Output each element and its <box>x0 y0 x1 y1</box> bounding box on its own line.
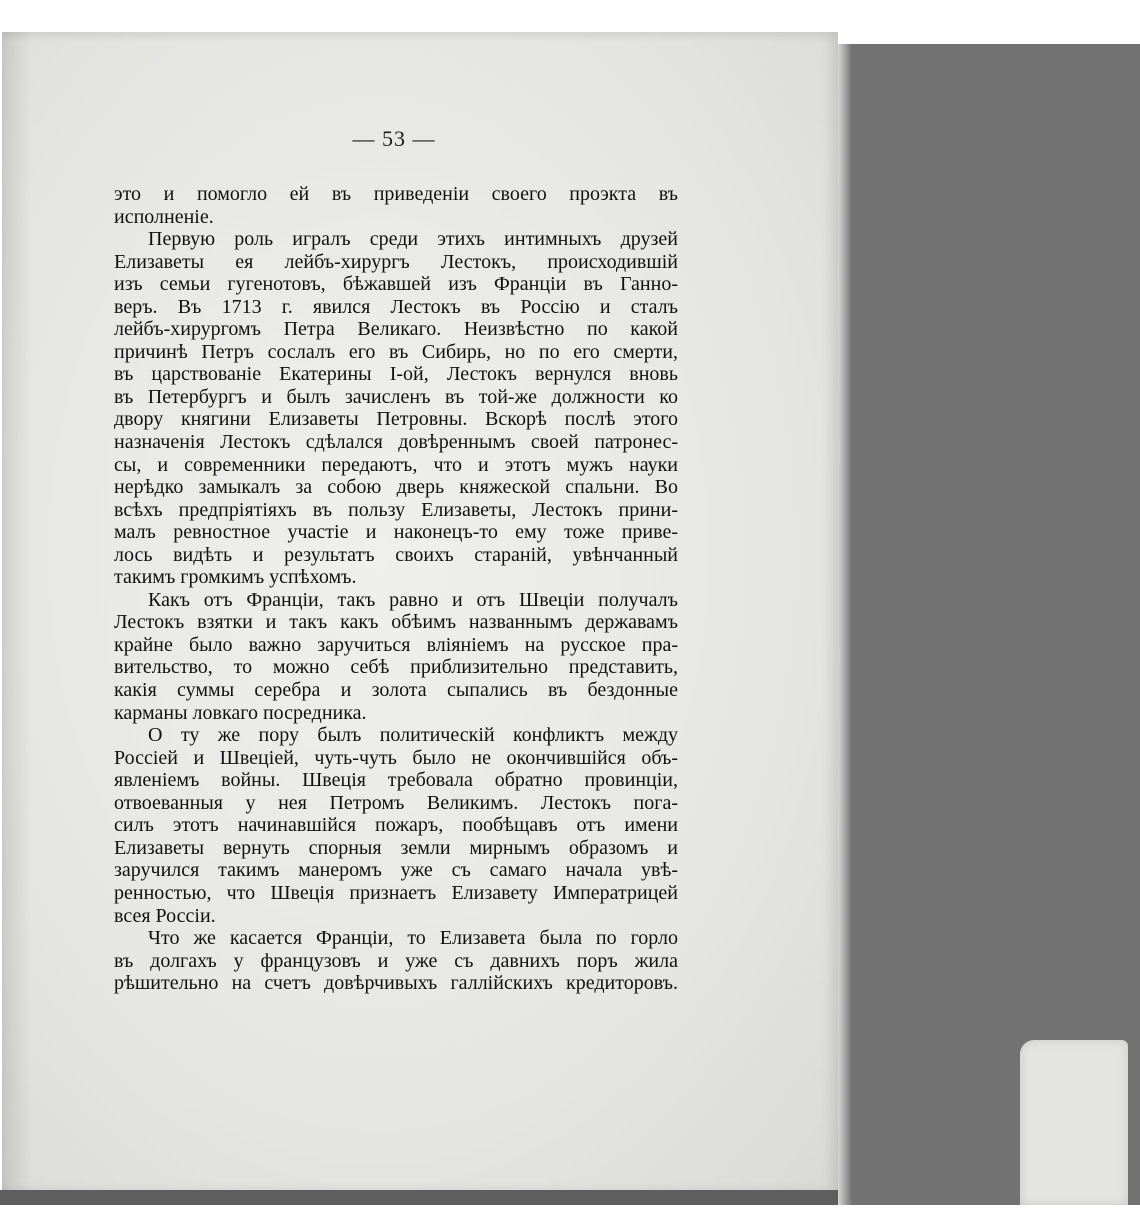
text-line: въ Петербургъ и былъ зачисленъ въ той-же должности ко <box>114 385 678 408</box>
text-line: лось видѣть и результатъ своихъ стараній, увѣнчанный <box>114 543 678 566</box>
paper-corner-tab <box>1020 1040 1128 1205</box>
text-line: Елизаветы ея лейбъ-хирургъ Лестокъ, происходившій <box>114 250 678 273</box>
page-number: — 53 — <box>352 126 436 151</box>
text-line: Что же касается Франціи, то Елизавета была по горло <box>148 927 678 950</box>
text-line: вительство, то можно себѣ приблизительно представить, <box>114 656 678 679</box>
text-line: назначенія Лестокъ сдѣлался довѣреннымъ своей патронес- <box>114 431 678 454</box>
text-line: двору княгини Елизаветы Петровны. Вскорѣ послѣ этого <box>114 408 678 431</box>
page-text <box>114 183 678 995</box>
text-line: малъ ревностное участіе и наконецъ-то ему тоже приве- <box>114 521 678 544</box>
text-line: отвоеванныя у нея Петромъ Великимъ. Лестокъ пога- <box>114 791 678 814</box>
text-line: Россіей и Швеціей, чуть-чуть было не окончившійся объ- <box>114 746 678 769</box>
text-line: веръ. Въ 1713 г. явился Лестокъ въ Россію и сталъ <box>114 295 678 318</box>
text-line: всѣхъ предпріятіяхъ въ пользу Елизаветы, Лестокъ прини- <box>114 498 678 521</box>
text-line: Первую роль игралъ среди этихъ интимныхъ друзей <box>148 228 678 251</box>
text-line: ренностью, что Швеція признаетъ Елизавету Императрицей <box>114 881 678 904</box>
text-line: лейбъ-хирургомъ Петра Великаго. Неизвѣстно по какой <box>114 318 678 341</box>
text-line: Какъ отъ Франціи, такъ равно и отъ Швеціи получалъ <box>148 588 678 611</box>
text-line: въ долгахъ у французовъ и уже съ давнихъ поръ жила <box>114 949 678 972</box>
text-line: такимъ громкимъ успѣхомъ. <box>114 566 357 589</box>
text-line: причинѣ Петръ сослалъ его въ Сибирь, но по его смерти, <box>114 340 678 363</box>
text-line: это и помогло ей въ приведеніи своего проэкта въ <box>114 183 678 205</box>
text-line: Лестокъ взятки и такъ какъ обѣимъ названнымъ державамъ <box>114 611 678 634</box>
text-line: исполненіе. <box>114 205 214 228</box>
text-line: рѣшительно на счетъ довѣрчивыхъ галлійскихъ кредиторовъ. <box>114 972 678 995</box>
text-line: Елизаветы вернуть спорныя земли мирнымъ образомъ и <box>114 836 678 859</box>
bottom-edge-strip <box>0 1190 838 1205</box>
text-line: явленіемъ войны. Швеція требовала обратно провинціи, <box>114 769 678 792</box>
text-line: какія суммы серебра и золота сыпались въ бездонные <box>114 679 678 702</box>
text-line: всея Россіи. <box>114 904 216 927</box>
text-line: заручился такимъ манеромъ уже съ самаго начала увѣ- <box>114 859 678 882</box>
text-line: изъ семьи гугенотовъ, бѣжавшей изъ Франціи въ Ганно- <box>114 273 678 296</box>
text-line: сы, и современники передаютъ, что и этотъ мужъ науки <box>114 453 678 476</box>
text-line: крайне было важно заручиться вліяніемъ на русское пра- <box>114 633 678 656</box>
text-line: О ту же пору былъ политическій конфликтъ между <box>148 724 678 747</box>
text-line: нерѣдко замыкалъ за собою дверь княжеской спальни. Во <box>114 476 678 499</box>
book-cover <box>838 44 1140 1205</box>
text-line: карманы ловкаго посредника. <box>114 701 367 724</box>
page-binding-shadow <box>2 32 32 1190</box>
text-line: силъ этотъ начинавшійся пожаръ, пообѣщавъ отъ имени <box>114 814 678 837</box>
cover-edge <box>838 44 852 1205</box>
text-line: въ царствованіе Екатерины I-ой, Лестокъ вернулся вновь <box>114 363 678 386</box>
